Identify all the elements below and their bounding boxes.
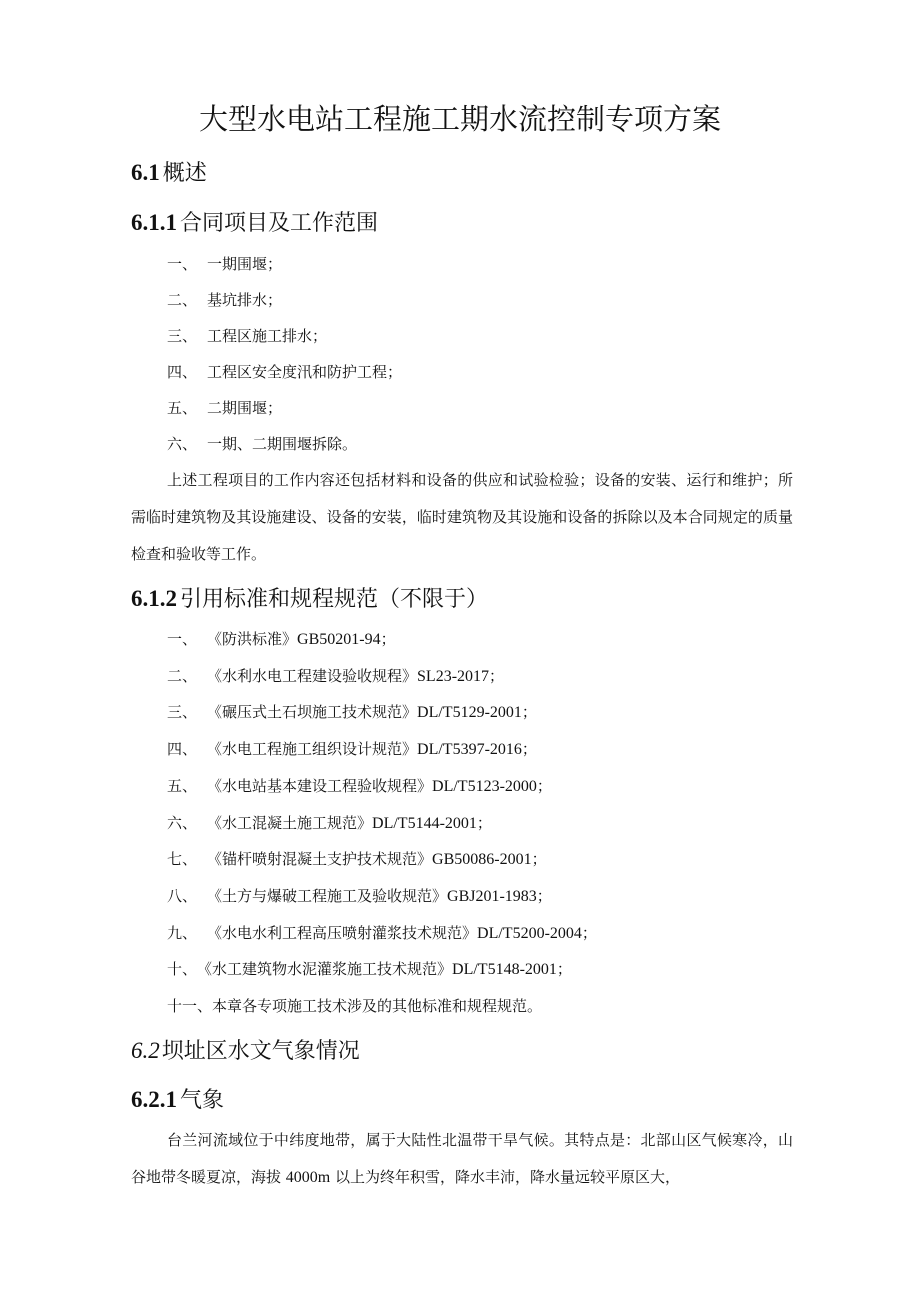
standard-item [167,848,547,871]
standard-name: 本章各专项施工技术涉及的其他标准和规程规范。 [212,997,543,1015]
standard-code: GBJ201-1983 [447,888,537,905]
standard-name: 《土方与爆破工程施工及验收规范》 [207,887,448,905]
standard-item [167,958,572,981]
punctuation: ； [536,777,552,795]
paragraph-climate [131,1122,793,1196]
heading-6-1-2 [131,584,488,615]
paragraph-text: 台兰河流域位于中纬度地带，属于大陆性北温带干旱气候。其特点是：北部山区气候寒冷，山谷地带冬暖夏凉，海拔 [131,1131,793,1186]
list-marker: 九、 [167,924,198,942]
standard-item [167,995,542,1017]
heading-number: 6.1.2 [131,586,177,611]
standard-item [167,812,492,835]
list-marker: 二、 [167,291,198,309]
list-marker: 六、 [167,435,198,453]
standard-code: GB50201-94 [297,631,381,648]
punctuation: ； [380,630,396,648]
punctuation: ； [489,667,505,685]
list-item [167,325,327,347]
standard-item [167,665,504,688]
heading-text: 坝址区水文气象情况 [161,1039,360,1064]
list-marker: 六、 [167,814,198,832]
altitude-value: 4000m [285,1169,331,1186]
list-marker: 三、 [167,327,198,345]
heading-text: 引用标准和规程规范（不限于） [180,587,489,612]
standard-code: DL/T5200-2004 [477,925,582,942]
heading-6-2 [131,1036,360,1067]
standard-code: DL/T5148-2001 [452,961,557,978]
standard-item [167,922,597,945]
list-marker: 五、 [167,777,198,795]
heading-number: 6.1.1 [131,210,177,235]
list-marker: 十一、 [167,997,213,1015]
heading-number: 6.1 [131,160,160,185]
standard-item [167,775,552,798]
punctuation: ； [581,924,597,942]
list-marker: 三、 [167,703,198,721]
punctuation: ； [521,703,537,721]
standard-name: 《水电水利工程高压喷射灌浆技术规范》 [207,924,478,942]
paragraph-scope: 上述工程项目的工作内容还包括材料和设备的供应和试验检验；设备的安装、运行和维护；所需临时建筑物及其设施建设、设备的安装，临时建筑物及其设施和设备的拆除以及本合同规定的质量检查和验收等工作。 [131,471,793,563]
standard-name: 《水利水电工程建设验收规程》 [207,667,418,685]
list-marker: 七、 [167,850,198,868]
standard-code: DL/T5129-2001 [417,704,522,721]
standard-name: 《水电工程施工组织设计规范》 [207,740,418,758]
list-marker: 八、 [167,887,198,905]
heading-text: 气象 [180,1088,225,1113]
standard-item [167,885,552,908]
list-item [167,253,282,275]
list-marker: 二、 [167,667,198,685]
standard-name: 《防洪标准》 [207,630,298,648]
paragraph-text: 以上为终年积雪，降水丰沛，降水量远较平原区大， [330,1168,681,1186]
heading-number: 6.2.1 [131,1087,177,1112]
list-text: 二期围堰； [207,399,283,417]
list-marker: 四、 [167,740,198,758]
list-marker: 四、 [167,363,198,381]
punctuation: ； [476,814,492,832]
heading-text: 概述 [162,161,207,186]
list-marker: 十、 [167,960,198,978]
standard-code: DL/T5144-2001 [372,815,477,832]
heading-6-1 [131,158,207,189]
standard-code: DL/T5123-2000 [432,778,537,795]
heading-text: 合同项目及工作范围 [180,211,379,236]
punctuation: ； [536,887,552,905]
standard-code: SL23-2017 [417,668,490,685]
heading-number: 6.2 [131,1038,160,1063]
list-item [167,361,402,383]
standard-name: 《水工混凝土施工规范》 [207,814,373,832]
punctuation: ； [556,960,572,978]
standard-item [167,701,537,724]
list-text: 工程区安全度汛和防护工程； [207,363,403,381]
list-text: 一期、二期围堰拆除。 [207,435,358,453]
heading-6-2-1 [131,1085,224,1116]
heading-6-1-1 [131,208,378,239]
standard-name: 《水电站基本建设工程验收规程》 [207,777,433,795]
list-item [167,397,282,419]
list-marker: 一、 [167,630,198,648]
standard-code: GB50086-2001 [432,851,532,868]
list-item [167,289,282,311]
punctuation: ； [531,850,547,868]
list-text: 工程区施工排水； [207,327,328,345]
list-text: 一期围堰； [207,255,283,273]
list-marker: 五、 [167,399,198,417]
standard-code: DL/T5397-2016 [417,741,522,758]
list-text: 基坑排水； [207,291,283,309]
list-item [167,433,357,455]
standard-item [167,628,396,651]
standard-name: 《锚杆喷射混凝土支护技术规范》 [207,850,433,868]
punctuation: ； [521,740,537,758]
standard-name: 《水工建筑物水泥灌浆施工技术规范》 [197,960,453,978]
list-marker: 一、 [167,255,198,273]
standard-name: 《碾压式土石坝施工技术规范》 [207,703,418,721]
document-title: 大型水电站工程施工期水流控制专项方案 [198,102,721,136]
standard-item [167,738,537,761]
